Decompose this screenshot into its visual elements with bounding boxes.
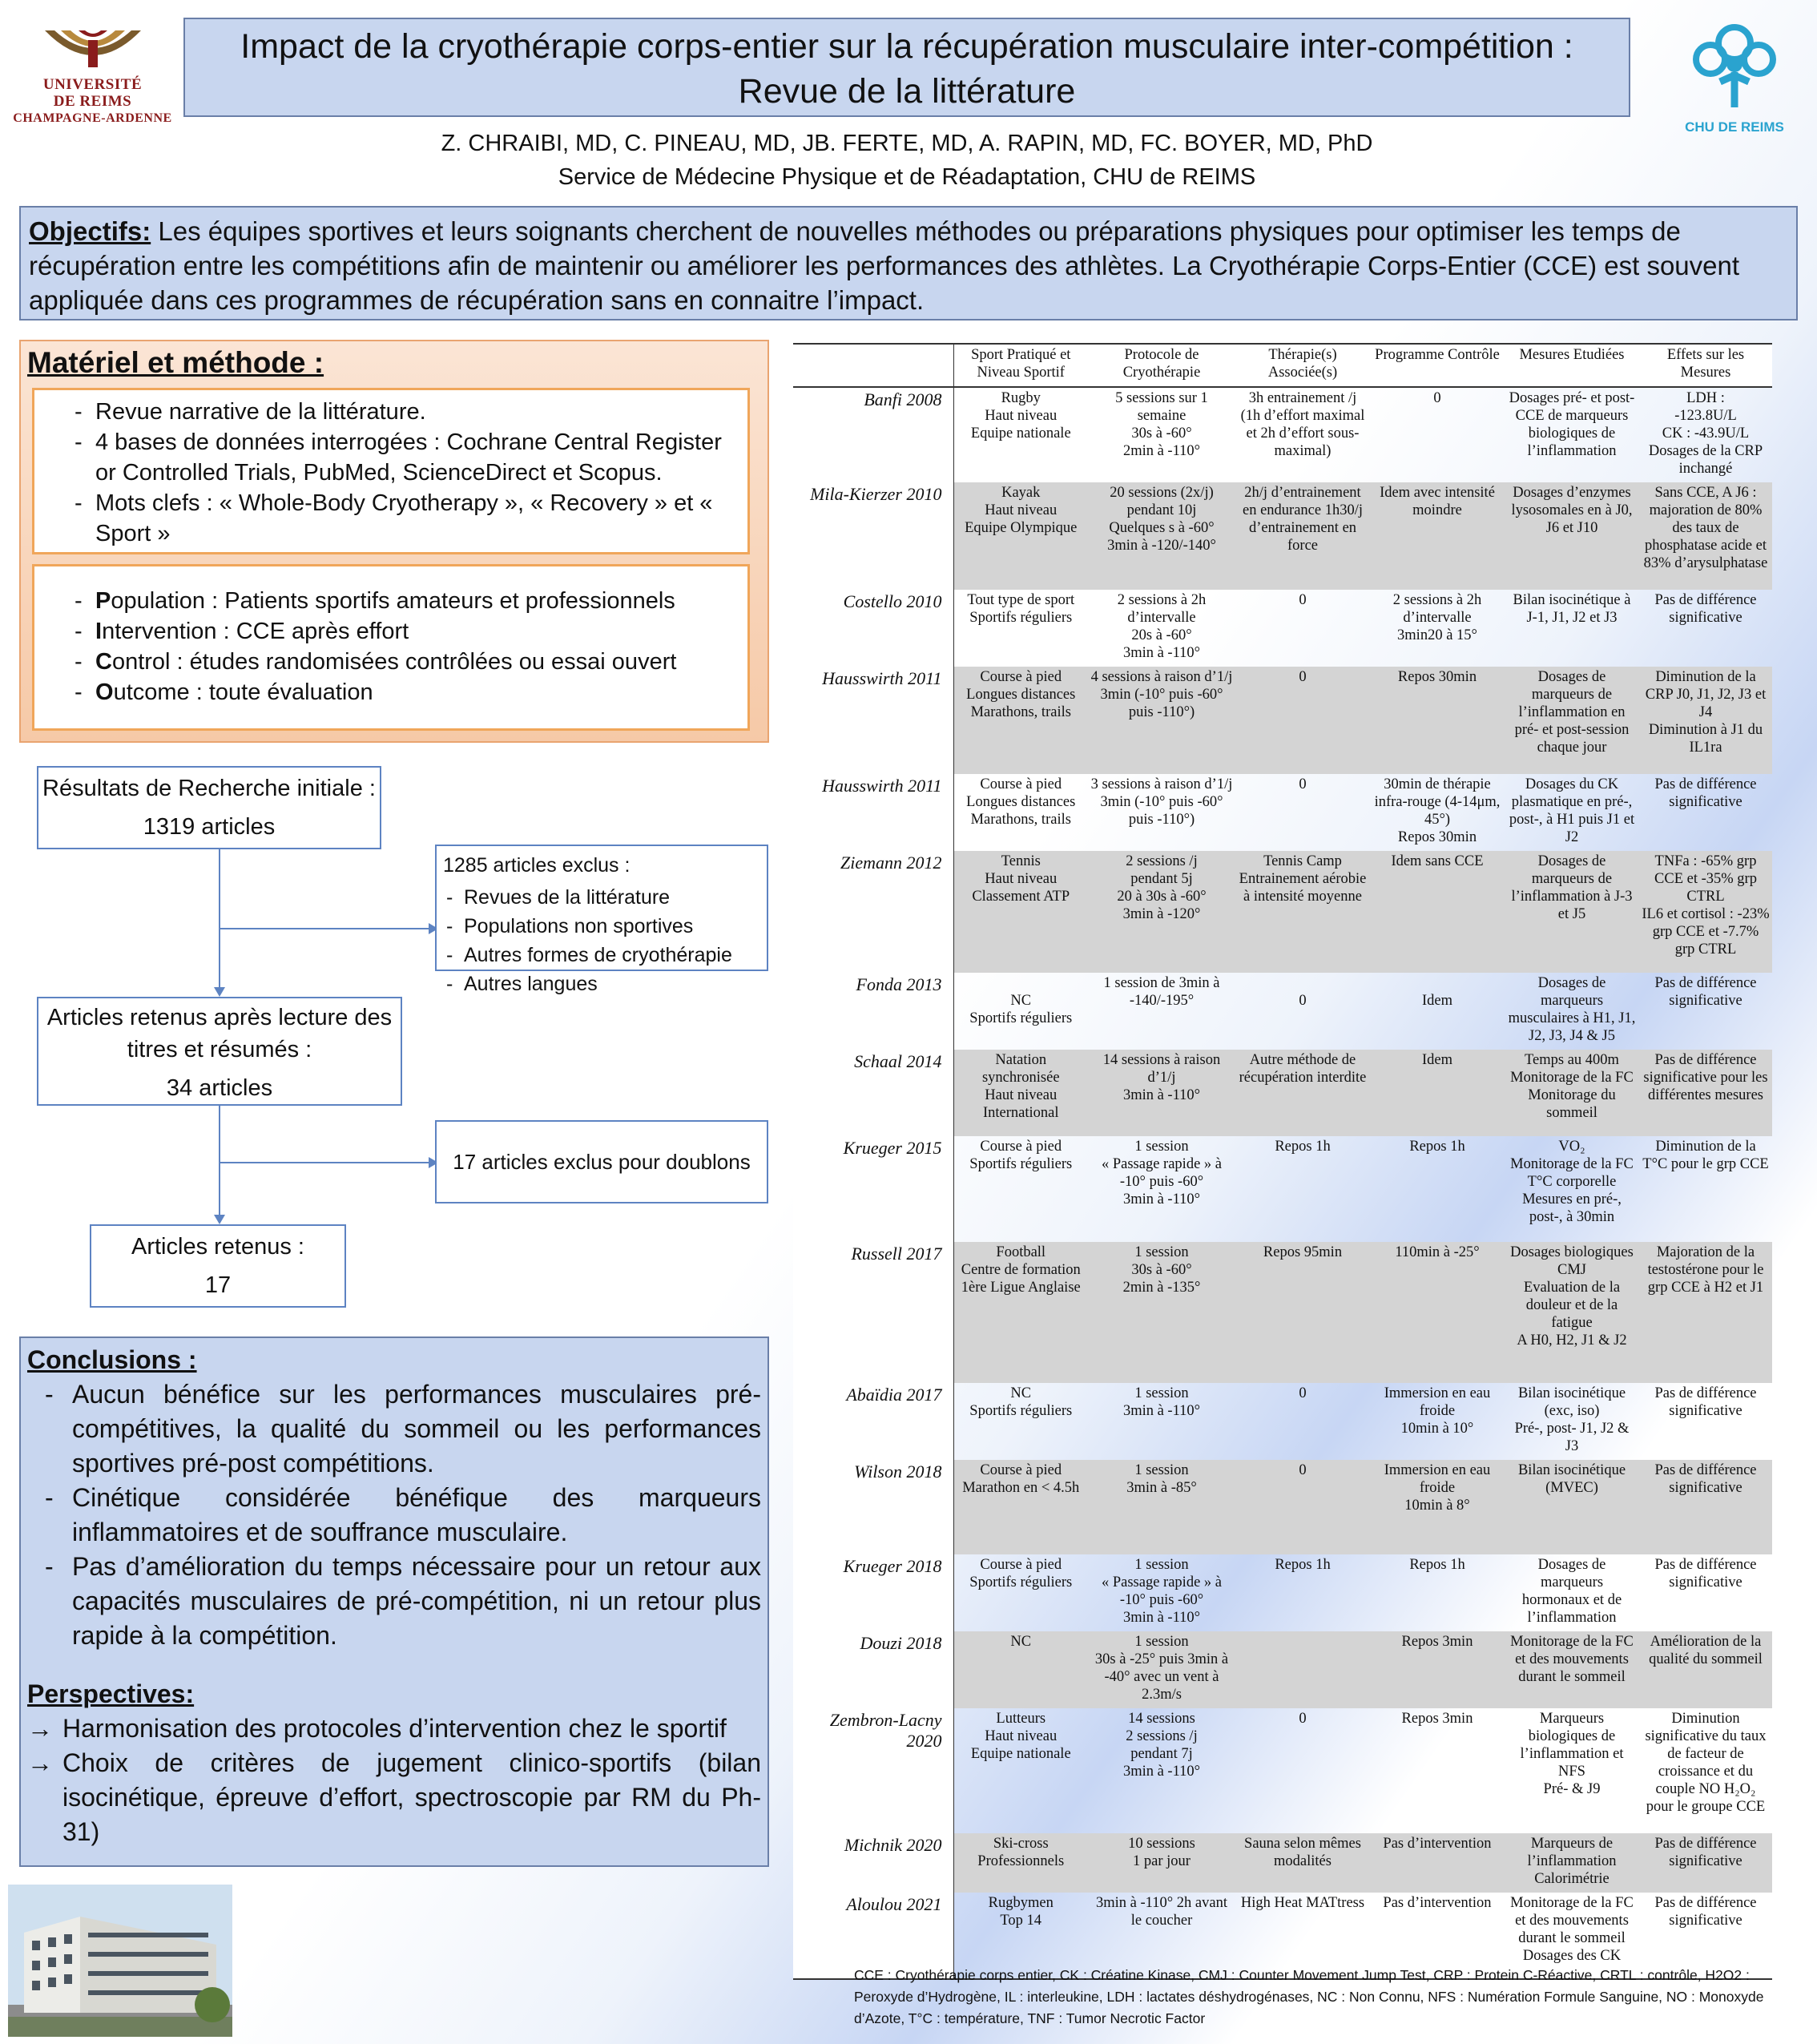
perspectives-heading: Perspectives: xyxy=(27,1679,195,1708)
table-header-cell: Programme Contrôle xyxy=(1370,344,1505,387)
flow-final-count: 17 xyxy=(204,1272,232,1298)
table-cell: Pas de différence significative pour les différentes mesures xyxy=(1639,1050,1772,1136)
table-header-cell: Thérapie(s) Associée(s) xyxy=(1235,344,1370,387)
table-cell: Rugbymen Top 14 xyxy=(953,1893,1088,1979)
table-cell: 5 sessions sur 1 semaine 30s à -60° 2min à -110° xyxy=(1115,390,1208,459)
table-cell: Lutteurs Haut niveau Equipe nationale xyxy=(970,1711,1071,1762)
table-cell: Course à pied Sportifs réguliers xyxy=(969,1139,1073,1172)
table-cell: 30min de thérapie infra-rouge (4-14μm, 45°) Repos 30min xyxy=(1374,776,1501,845)
title-line2: Revue de la littérature xyxy=(738,72,1076,111)
table-cell: Repos 95min xyxy=(1235,1242,1370,1383)
table-row xyxy=(793,590,1772,667)
study-name-cell: Mila-Kierzer 2010 xyxy=(793,482,953,590)
authors: Z. CHRAIBI, MD, C. PINEAU, MD, JB. FERTE, MD, A. RAPIN, MD, FC. BOYER, MD, PhD xyxy=(441,131,1373,156)
table-row xyxy=(793,1708,1772,1833)
flow-arrow-down-icon xyxy=(214,987,225,997)
table-row xyxy=(793,1460,1772,1554)
objectifs-text: Les équipes sportives et leurs soignants cherchent de nouvelles méthodes ou préparations physiques pour optimiser les temps de récupération entre les compétitions afin de maintenir ou améliorer les performances des athlètes. La Cryothérapie Corps-Entier (CCE) est souvent appliquée dans ces programmes de récupération sans en connaitre l’impact. xyxy=(29,216,1740,315)
table-cell: High Heat MATtress xyxy=(1235,1893,1370,1979)
pico-box xyxy=(32,564,750,731)
table-cell: Kayak Haut niveau Equipe Olympique xyxy=(953,482,1088,590)
table-cell: Football Centre de formation 1ère Ligue Anglaise xyxy=(953,1242,1088,1383)
table-cell: 20 sessions (2x/j) pendant 10j Quelques s à -60° 3min à -120/-140° xyxy=(1088,482,1235,590)
table-cell: Repos 1h xyxy=(1275,1139,1331,1155)
table-cell: 3h entrainement /j (1h d’effort maximal et 2h d’effort sous-maximal) xyxy=(1240,390,1365,459)
table-cell: Repos 3min xyxy=(1370,1631,1505,1708)
table-cell: LDH : -123.8U/L CK : -43.9U/L Dosages de la CRP inchangé xyxy=(1648,390,1763,477)
hospital-building-image xyxy=(8,1885,232,2037)
flow-duplicates-box xyxy=(435,1120,768,1203)
study-name-cell: Russell 2017 xyxy=(793,1242,953,1383)
table-header-row xyxy=(793,344,1772,387)
table-cell: 1 session 30s à -25° puis 3min à -40° avec un vent à 2.3m/s xyxy=(1088,1631,1235,1708)
table-cell: 10 sessions 1 par jour xyxy=(1088,1833,1235,1893)
table-cell: Pas de différence significative xyxy=(1639,1893,1772,1979)
university-name-line3: CHAMPAGNE-ARDENNE xyxy=(13,111,172,125)
table-cell: Repos 1h xyxy=(1409,1139,1465,1155)
study-name-cell: Fonda 2013 xyxy=(793,973,953,1050)
pico-item-outcome: - Outcome : toute évaluation xyxy=(34,677,747,708)
table-cell: 1 session 3min à -110° xyxy=(1122,1385,1201,1419)
table-cell: Sauna selon mêmes modalités xyxy=(1235,1833,1370,1893)
table-cell: 0 xyxy=(1235,1460,1370,1554)
study-name-cell: Wilson 2018 xyxy=(793,1460,953,1554)
university-logo xyxy=(6,24,179,128)
chu-logo xyxy=(1674,18,1795,138)
materiel-heading: Matériel et méthode : xyxy=(27,346,324,379)
pico-item-control: - Control : études randomisées contrôlées ou essai ouvert xyxy=(34,647,747,677)
table-cell: 2 sessions /j pendant 5j 20 à 30s à -60° 3min à -120° xyxy=(1088,851,1235,973)
flow-excluded-item: - Autres formes de cryothérapie xyxy=(443,941,760,970)
objectifs-heading: Objectifs: xyxy=(29,216,151,246)
chu-logo-text: CHU DE REIMS xyxy=(1685,119,1784,135)
table-cell: 0 xyxy=(1299,776,1307,792)
table-cell: 0 xyxy=(1299,592,1307,608)
table-row xyxy=(793,1050,1772,1136)
table-cell: NC Sportifs réguliers xyxy=(969,993,1073,1026)
flow-retained-label-line1: Articles retenus après lecture des xyxy=(46,1005,393,1030)
flow-excluded-item: - Revues de la littérature xyxy=(443,883,760,912)
table-cell: 2h/j d’entrainement en endurance 1h30/j d’entrainement en force xyxy=(1235,482,1370,590)
table-row xyxy=(793,1631,1772,1708)
table-cell: Idem avec intensité moindre xyxy=(1370,482,1505,590)
table-cell: 0 xyxy=(1235,667,1370,774)
table-row xyxy=(793,1833,1772,1893)
materiel-section xyxy=(19,340,769,743)
methods-item: - 4 bases de données interrogées : Cochrane Central Register or Controlled Trials, PubMed, ScienceDirect et Scopus. xyxy=(34,427,747,488)
table-cell: 2 sessions à 2h d’intervalle 3min20 à 15° xyxy=(1392,592,1482,643)
table-cell: 0 xyxy=(1433,390,1441,406)
table-cell: Autre méthode de récupération interdite xyxy=(1235,1050,1370,1136)
table-cell: VO₂ Monitorage de la FC T°C corporelle Mesures en pré-, post-, à 30min xyxy=(1510,1139,1634,1225)
flow-excluded-item: - Autres langues xyxy=(443,970,760,998)
conclusions-heading: Conclusions : xyxy=(27,1345,197,1374)
table-cell: Course à pied Sportifs réguliers xyxy=(969,1557,1073,1590)
flow-excluded-item: - Populations non sportives xyxy=(443,912,760,941)
table-cell: Bilan isocinétique à J-1, J1, J2 et J3 xyxy=(1513,592,1631,626)
perspective-item: → Harmonisation des protocoles d’intervention chez le sportif xyxy=(27,1711,761,1746)
poster-title xyxy=(183,18,1630,117)
flow-final-box xyxy=(90,1224,346,1308)
university-crest-icon xyxy=(37,24,149,72)
conclusion-item: - Cinétique considérée bénéfique des marqueurs inflammatoires et de souffrance musculaire. xyxy=(27,1481,761,1550)
table-cell: Repos 3min xyxy=(1401,1711,1473,1727)
table-header-cell: Sport Pratiqué et Niveau Sportif xyxy=(953,344,1088,387)
table-cell: Tennis Haut niveau Classement ATP xyxy=(953,851,1088,973)
university-name-line2: DE REIMS xyxy=(53,93,132,110)
table-cell: Repos 30min xyxy=(1370,667,1505,774)
table-cell: Marqueurs de l’inflammation Calorimétrie xyxy=(1505,1833,1639,1893)
flow-excluded-box xyxy=(435,845,768,995)
flow-initial-label: Résultats de Recherche initiale : xyxy=(42,776,376,801)
table-row xyxy=(793,1242,1772,1383)
flow-connector xyxy=(219,1162,432,1163)
methods-item: - Mots clefs : « Whole-Body Cryotherapy », « Recovery » et « Sport » xyxy=(34,488,747,549)
table-cell: Dosages du CK plasmatique en pré-, post-, à H1 puis J1 et J2 xyxy=(1509,776,1635,845)
table-cell: Course à pied Longues distances Marathons, trails xyxy=(953,667,1088,774)
table-row xyxy=(793,1554,1772,1631)
table-cell: Idem xyxy=(1421,993,1452,1009)
affiliation: Service de Médecine Physique et de Réadaptation, CHU de REIMS xyxy=(558,164,1256,190)
studies-table xyxy=(793,343,1772,1980)
table-cell: Pas d’intervention xyxy=(1370,1893,1505,1979)
flow-connector xyxy=(219,849,220,992)
table-cell: 3min à -110° 2h avant le coucher xyxy=(1088,1893,1235,1979)
table-header-cell: Effets sur les Mesures xyxy=(1639,344,1772,387)
table-cell: 1 session 3min à -85° xyxy=(1088,1460,1235,1554)
table-cell: 14 sessions à raison d’1/j 3min à -110° xyxy=(1088,1050,1235,1136)
conclusion-item: - Aucun bénéfice sur les performances musculaires pré-compétitives, la qualité du sommeil ou les performances sportives pré-post compétitions. xyxy=(27,1377,761,1481)
table-cell: 0 xyxy=(1299,1385,1307,1401)
table-cell: 14 sessions 2 sessions /j pendant 7j 3min à -110° xyxy=(1122,1711,1201,1780)
study-name-cell: Ziemann 2012 xyxy=(793,851,953,973)
study-name-cell: Michnik 2020 xyxy=(793,1833,953,1893)
table-cell: Temps au 400m Monitorage de la FC Monitorage du sommeil xyxy=(1505,1050,1639,1136)
study-name-cell: Aloulou 2021 xyxy=(793,1893,953,1979)
conclusions-section xyxy=(19,1336,769,1867)
table-header-cell xyxy=(793,344,953,387)
table-cell: 1 session « Passage rapide » à -10° puis -60° 3min à -110° xyxy=(1101,1557,1222,1626)
table-cell: NC Sportifs réguliers xyxy=(969,1385,1073,1419)
table-cell: Idem xyxy=(1370,1050,1505,1136)
table-cell: 110min à -25° xyxy=(1370,1242,1505,1383)
table-cell: Ski-cross Professionnels xyxy=(953,1833,1088,1893)
table-row xyxy=(793,973,1772,1050)
study-name-cell: Costello 2010 xyxy=(793,590,953,667)
conclusion-item: - Pas d’amélioration du temps nécessaire pour un retour aux capacités musculaires de pré-compétition, ni un retour plus rapide à la compétition. xyxy=(27,1550,761,1653)
table-cell: TNFa : -65% grp CCE et -35% grp CTRL IL6 et cortisol : -23% grp CCE et -7.7% grp CTRL xyxy=(1639,851,1772,973)
table-cell: 3 sessions à raison d’1/j 3min (-10° puis -60° puis -110°) xyxy=(1090,776,1233,828)
table-cell: NC xyxy=(953,1631,1088,1708)
university-name-line1: UNIVERSITÉ xyxy=(42,76,143,93)
table-cell: Tennis Camp Entrainement aérobie à intensité moyenne xyxy=(1235,851,1370,973)
study-name-cell: Zembron-Lacny 2020 xyxy=(793,1708,953,1833)
table-cell: 0 xyxy=(1299,1711,1307,1727)
table-cell: Dosages de marqueurs musculaires à H1, J1, J2, J3, J4 & J5 xyxy=(1508,975,1636,1044)
table-cell: Pas de différence significative xyxy=(1654,592,1757,626)
table-cell: Dosages de marqueurs de l’inflammation à J-3 et J5 xyxy=(1505,851,1639,973)
table-cell: Pas de différence significative xyxy=(1654,1557,1757,1590)
table-row xyxy=(793,1383,1772,1460)
table-cell: Idem sans CCE xyxy=(1370,851,1505,973)
perspective-item: → Choix de critères de jugement clinico-sportifs (bilan isocinétique, épreuve d’effort, spectroscopie par RM du Ph-31) xyxy=(27,1746,761,1849)
table-cell: Dosages pré- et post-CCE de marqueurs biologiques de l’inflammation xyxy=(1509,390,1635,459)
table-cell: Amélioration de la qualité du sommeil xyxy=(1639,1631,1772,1708)
study-name-cell: Banfi 2008 xyxy=(793,387,953,482)
table-cell: Natation synchronisée Haut niveau International xyxy=(953,1050,1088,1136)
table-cell: Dosages d’enzymes lysosomales en à J0, J6 et J10 xyxy=(1505,482,1639,590)
title-line1: Impact de la cryothérapie corps-entier sur la récupération musculaire inter-compétition : xyxy=(240,27,1573,66)
table-cell: Pas de différence significative xyxy=(1639,1460,1772,1554)
flow-arrow-down-icon xyxy=(214,1215,225,1224)
flow-final-label: Articles retenus : xyxy=(131,1234,304,1260)
table-cell: Pas de différence significative xyxy=(1654,975,1757,1009)
study-name-cell: Krueger 2018 xyxy=(793,1554,953,1631)
table-cell: 2 sessions à 2h d’intervalle 20s à -60° 3min à -110° xyxy=(1117,592,1207,661)
flow-initial-box xyxy=(37,766,381,849)
table-cell: Course à pied Marathon en < 4.5h xyxy=(953,1460,1088,1554)
table-cell: 1 session de 3min à -140/-195° xyxy=(1103,975,1220,1009)
flow-retained-count: 34 articles xyxy=(166,1075,273,1101)
table-header-cell: Mesures Etudiées xyxy=(1505,344,1639,387)
flow-connector xyxy=(219,928,432,929)
authors-block xyxy=(183,127,1630,194)
study-name-cell: Abaïdia 2017 xyxy=(793,1383,953,1460)
chu-tree-icon xyxy=(1686,18,1783,114)
table-cell: 4 sessions à raison d’1/j 3min (-10° puis -60° puis -110°) xyxy=(1088,667,1235,774)
table-cell: Rugby Haut niveau Equipe nationale xyxy=(970,390,1071,441)
table-header-cell: Protocole de Cryothérapie xyxy=(1088,344,1235,387)
study-name-cell: Krueger 2015 xyxy=(793,1136,953,1242)
flow-retained-box xyxy=(37,997,402,1106)
table-cell: 0 xyxy=(1299,993,1307,1009)
table-row xyxy=(793,774,1772,851)
table-cell: Immersion en eau froide 10min à 10° xyxy=(1384,1385,1491,1437)
table-cell: Tout type de sport Sportifs réguliers xyxy=(967,592,1075,626)
table-cell: Repos 1h xyxy=(1275,1557,1331,1573)
methods-item: - Revue narrative de la littérature. xyxy=(34,397,747,427)
table-cell: 1 session « Passage rapide » à -10° puis -60° 3min à -110° xyxy=(1101,1139,1222,1207)
methods-box xyxy=(32,388,750,554)
table-cell: Monitorage de la FC et des mouvements durant le sommeil Dosages des CK xyxy=(1505,1893,1639,1979)
table-cell: Diminution de la T°C pour le grp CCE xyxy=(1642,1139,1769,1172)
study-name-cell: Hausswirth 2011 xyxy=(793,774,953,851)
table-row xyxy=(793,1136,1772,1242)
flow-retained-label-line2: titres et résumés : xyxy=(127,1037,312,1062)
table-cell: Pas de différence significative xyxy=(1654,776,1757,810)
table-cell: Diminution de la CRP J0, J1, J2, J3 et J4 Diminution à J1 du IL1ra xyxy=(1639,667,1772,774)
table-cell xyxy=(1235,1631,1370,1708)
table-cell: 1 session 30s à -60° 2min à -135° xyxy=(1088,1242,1235,1383)
table-cell: Pas d’intervention xyxy=(1370,1833,1505,1893)
table-cell: Monitorage de la FC et des mouvements durant le sommeil xyxy=(1505,1631,1639,1708)
table-cell: Bilan isocinétique (MVEC) xyxy=(1505,1460,1639,1554)
table-cell: Majoration de la testostérone pour le grp CCE à H2 et J1 xyxy=(1639,1242,1772,1383)
study-name-cell: Schaal 2014 xyxy=(793,1050,953,1136)
pico-item-intervention: - Intervention : CCE après effort xyxy=(34,616,747,647)
study-name-cell: Douzi 2018 xyxy=(793,1631,953,1708)
flow-initial-count: 1319 articles xyxy=(143,814,276,840)
table-cell: Dosages biologiques CMJ Evaluation de la douleur et de la fatigue A H0, H2, J1 & J2 xyxy=(1505,1242,1639,1383)
pico-item-population: - Population : Patients sportifs amateurs et professionnels xyxy=(34,586,747,616)
flow-duplicates-label: 17 articles exclus pour doublons xyxy=(453,1150,751,1174)
table-cell: Pas de différence significative xyxy=(1654,1385,1757,1419)
study-name-cell: Hausswirth 2011 xyxy=(793,667,953,774)
table-row xyxy=(793,387,1772,482)
table-cell: Course à pied Longues distances Marathons, trails xyxy=(966,776,1076,828)
table-cell: Pas de différence significative xyxy=(1639,1833,1772,1893)
table-row xyxy=(793,482,1772,590)
objectifs-section xyxy=(19,206,1798,321)
table-cell: Dosages de marqueurs hormonaux et de l’inflammation xyxy=(1521,1557,1622,1626)
table-row xyxy=(793,851,1772,973)
table-cell: Dosages de marqueurs de l’inflammation en pré- et post-session chaque jour xyxy=(1505,667,1639,774)
flow-excluded-title: 1285 articles exclus : xyxy=(443,854,631,877)
abbreviations-footnote: CCE : Cryothérapie corps entier, CK : Créatine Kinase, CMJ : Counter Movement Jump Test, CRP : Protein C-Réactive, CRTL : contrôle, H2O2 : Peroxyde d’Hydrogène, IL : interleukine, LDH : lactates déshydrogénases, NC : Non Connu, NFS : Numération Formule Sanguine, NO : Monoxyde d’Azote, T°C : température, TNF : Tumor Necrotic Factor xyxy=(854,1967,1764,2026)
table-cell: Immersion en eau froide 10min à 8° xyxy=(1370,1460,1505,1554)
table-cell: Diminution significative du taux de facteur de croissance et du couple NO H₂O₂ pour le groupe CCE xyxy=(1645,1711,1767,1815)
table-cell: Sans CCE, A J6 : majoration de 80% des taux de phosphatase acide et 83% d’arysulphatase xyxy=(1639,482,1772,590)
table-cell: Repos 1h xyxy=(1409,1557,1465,1573)
table-cell: Marqueurs biologiques de l’inflammation et NFS Pré- & J9 xyxy=(1520,1711,1624,1797)
table-cell: Bilan isocinétique (exc, iso) Pré-, post- J1, J2 & J3 xyxy=(1514,1385,1630,1454)
table-row xyxy=(793,667,1772,774)
